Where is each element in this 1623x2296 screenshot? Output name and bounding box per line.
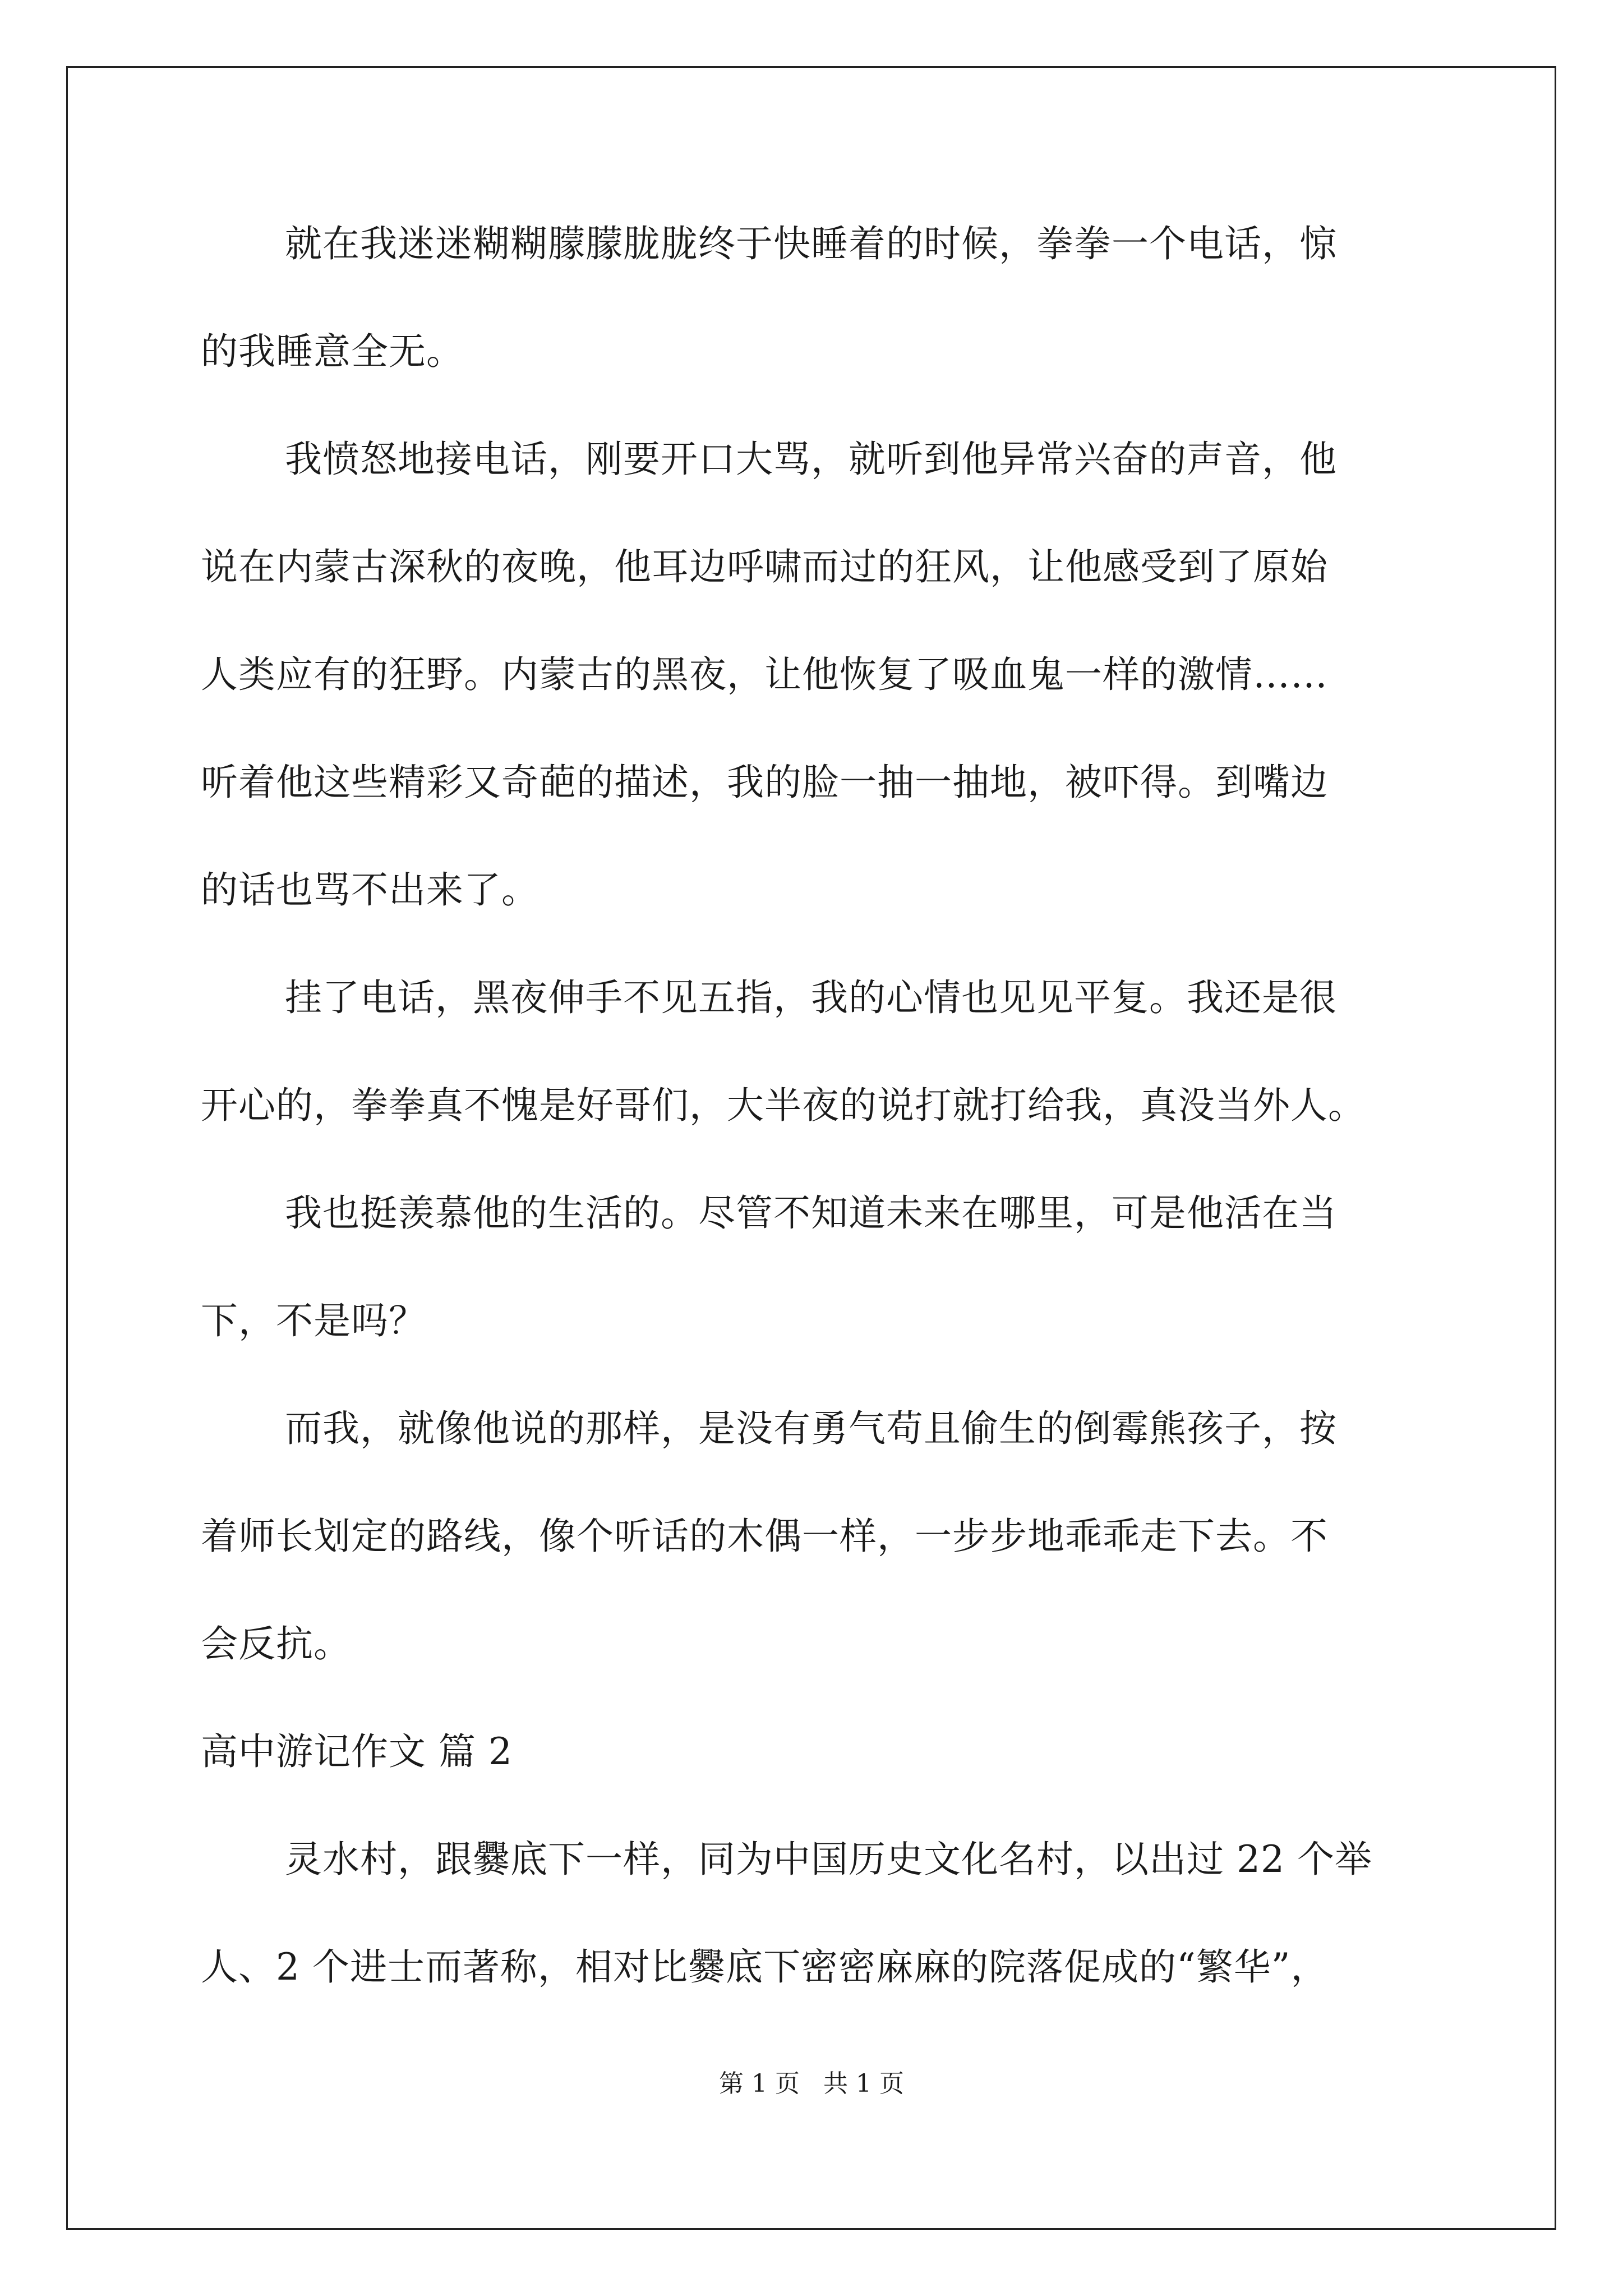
paragraph-line: 人、2 个进士而著称，相对比爨底下密密麻麻的院落促成的“繁华”， bbox=[201, 1945, 1329, 1989]
paragraph-line: 开心的，拳拳真不愧是好哥们，大半夜的说打就打给我，真没当外人。 bbox=[201, 1084, 1366, 1127]
page-border bbox=[66, 66, 1556, 2230]
paragraph-line: 灵水村，跟爨底下一样，同为中国历史文化名村，以出过 22 个举 bbox=[285, 1838, 1372, 1881]
paragraph-line: 我愤怒地接电话，刚要开口大骂，就听到他异常兴奋的声音，他 bbox=[285, 438, 1337, 481]
paragraph-line: 下，不是吗？ bbox=[201, 1299, 426, 1342]
paragraph-line: 的话也骂不出来了。 bbox=[201, 868, 539, 912]
paragraph-line: 就在我迷迷糊糊朦朦胧胧终于快睡着的时候，拳拳一个电话，惊 bbox=[285, 222, 1337, 265]
page-number-footer: 第 1 页 共 1 页 bbox=[719, 2069, 904, 2098]
paragraph-line: 的我睡意全无。 bbox=[201, 330, 464, 373]
paragraph-line: 我也挺羡慕他的生活的。尽管不知道未来在哪里，可是他活在当 bbox=[285, 1191, 1337, 1235]
section-heading: 高中游记作文 篇 2 bbox=[201, 1730, 513, 1773]
paragraph-line: 而我，就像他说的那样，是没有勇气苟且偷生的倒霉熊孩子，按 bbox=[285, 1407, 1337, 1450]
paragraph-line: 人类应有的狂野。内蒙古的黑夜，让他恢复了吸血鬼一样的激情…… bbox=[201, 653, 1328, 696]
paragraph-line: 说在内蒙古深秋的夜晚，他耳边呼啸而过的狂风，让他感受到了原始 bbox=[201, 545, 1328, 588]
paragraph-line: 着师长划定的路线，像个听话的木偶一样，一步步地乖乖走下去。不 bbox=[201, 1515, 1328, 1558]
paragraph-line: 挂了电话，黑夜伸手不见五指，我的心情也见见平复。我还是很 bbox=[285, 976, 1337, 1019]
paragraph-line: 听着他这些精彩又奇葩的描述，我的脸一抽一抽地，被吓得。到嘴边 bbox=[201, 761, 1328, 804]
paragraph-line: 会反抗。 bbox=[201, 1622, 351, 1665]
